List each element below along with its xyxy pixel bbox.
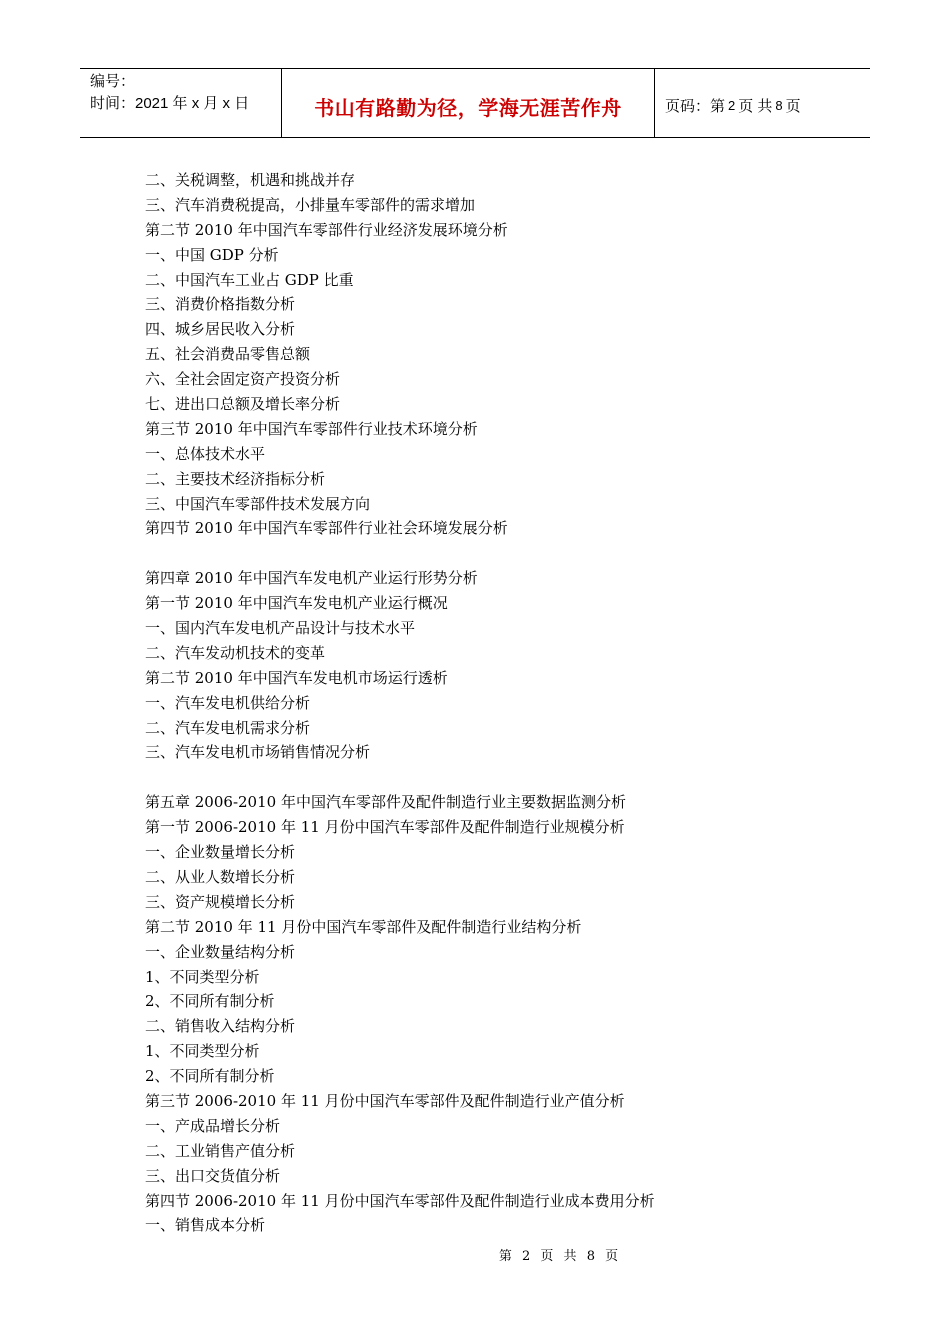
toc-line: 1、不同类型分析 bbox=[145, 967, 260, 986]
page-suffix: 页 bbox=[785, 97, 801, 115]
toc-section: 第三节 2006-2010 年 11 月份中国汽车零部件及配件制造行业产值分析 bbox=[145, 1091, 625, 1110]
toc-line: 三、中国汽车零部件技术发展方向 bbox=[145, 494, 371, 513]
toc-section: 第一节 2010 年中国汽车发电机产业运行概况 bbox=[145, 594, 448, 613]
toc-line: 二、汽车发动机技术的变革 bbox=[145, 643, 326, 662]
toc-line: 四、城乡居民收入分析 bbox=[145, 320, 296, 339]
toc-line: 二、工业销售产值分析 bbox=[145, 1141, 296, 1160]
table-of-contents bbox=[145, 168, 845, 1238]
page-footer: 第 2 页 共 8 页 bbox=[498, 1249, 622, 1264]
page-mid: 页 共 bbox=[738, 97, 773, 115]
toc-line: 六、全社会固定资产投资分析 bbox=[145, 370, 341, 389]
toc-line: 一、企业数量结构分析 bbox=[145, 942, 296, 961]
toc-line: 三、汽车发电机市场销售情况分析 bbox=[145, 743, 371, 762]
toc-line: 五、社会消费品零售总额 bbox=[145, 345, 311, 364]
toc-line: 一、产成品增长分析 bbox=[145, 1116, 281, 1135]
toc-line: 一、国内汽车发电机产品设计与技术水平 bbox=[145, 619, 416, 638]
toc-line: 二、从业人数增长分析 bbox=[145, 867, 296, 886]
toc-section: 第四节 2006-2010 年 11 月份中国汽车零部件及配件制造行业成本费用分析 bbox=[145, 1191, 655, 1210]
toc-section: 第四节 2010 年中国汽车零部件行业社会环境发展分析 bbox=[145, 519, 508, 538]
toc-line: 一、中国 GDP 分析 bbox=[145, 245, 279, 264]
page-prefix: 页码：第 bbox=[665, 97, 726, 115]
toc-line: 三、消费价格指数分析 bbox=[145, 295, 296, 314]
toc-line: 二、关税调整，机遇和挑战并存 bbox=[145, 171, 356, 189]
toc-line: 三、出口交货值分析 bbox=[145, 1166, 281, 1185]
toc-line: 二、中国汽车工业占 GDP 比重 bbox=[145, 270, 354, 289]
toc-section: 第一节 2006-2010 年 11 月份中国汽车零部件及配件制造行业规模分析 bbox=[145, 818, 625, 837]
toc-line: 一、企业数量增长分析 bbox=[145, 843, 296, 862]
toc-block-2 bbox=[145, 566, 845, 765]
toc-block-1 bbox=[145, 168, 845, 541]
toc-line: 二、主要技术经济指标分析 bbox=[145, 469, 326, 488]
toc-chapter: 第四章 2010 年中国汽车发电机产业运行形势分析 bbox=[145, 569, 478, 588]
toc-line: 二、销售收入结构分析 bbox=[145, 1017, 296, 1036]
toc-chapter: 第五章 2006-2010 年中国汽车零部件及配件制造行业主要数据监测分析 bbox=[145, 793, 626, 812]
toc-section: 第二节 2010 年中国汽车发电机市场运行透析 bbox=[145, 668, 448, 687]
toc-line: 三、汽车消费税提高，小排量车零部件的需求增加 bbox=[145, 195, 476, 214]
toc-line: 一、销售成本分析 bbox=[145, 1216, 266, 1235]
number-label: 编号： bbox=[90, 73, 136, 90]
time-label: 时间：2021 年 x 月 x 日 bbox=[90, 95, 250, 112]
header-page-indicator bbox=[655, 69, 870, 137]
toc-block-3 bbox=[145, 790, 845, 1238]
toc-line: 二、汽车发电机需求分析 bbox=[145, 718, 311, 737]
toc-line: 一、总体技术水平 bbox=[145, 444, 266, 463]
header-table bbox=[80, 68, 870, 138]
header-motto: 书山有路勤为径，学海无涯苦作舟 bbox=[282, 69, 655, 137]
toc-line: 1、不同类型分析 bbox=[145, 1042, 260, 1061]
toc-section: 第三节 2010 年中国汽车零部件行业技术环境分析 bbox=[145, 419, 478, 438]
page-total: 8 bbox=[775, 97, 783, 113]
toc-line: 2、不同所有制分析 bbox=[145, 1067, 275, 1086]
toc-section: 第二节 2010 年中国汽车零部件行业经济发展环境分析 bbox=[145, 220, 508, 239]
toc-line: 七、进出口总额及增长率分析 bbox=[145, 395, 341, 414]
page-current: 2 bbox=[728, 97, 736, 113]
toc-line: 一、汽车发电机供给分析 bbox=[145, 693, 311, 712]
spacer bbox=[145, 541, 845, 566]
spacer bbox=[145, 765, 845, 790]
header-info-cell bbox=[80, 69, 282, 137]
toc-section: 第二节 2010 年 11 月份中国汽车零部件及配件制造行业结构分析 bbox=[145, 917, 582, 936]
toc-line: 2、不同所有制分析 bbox=[145, 992, 275, 1011]
toc-line: 三、资产规模增长分析 bbox=[145, 892, 296, 911]
